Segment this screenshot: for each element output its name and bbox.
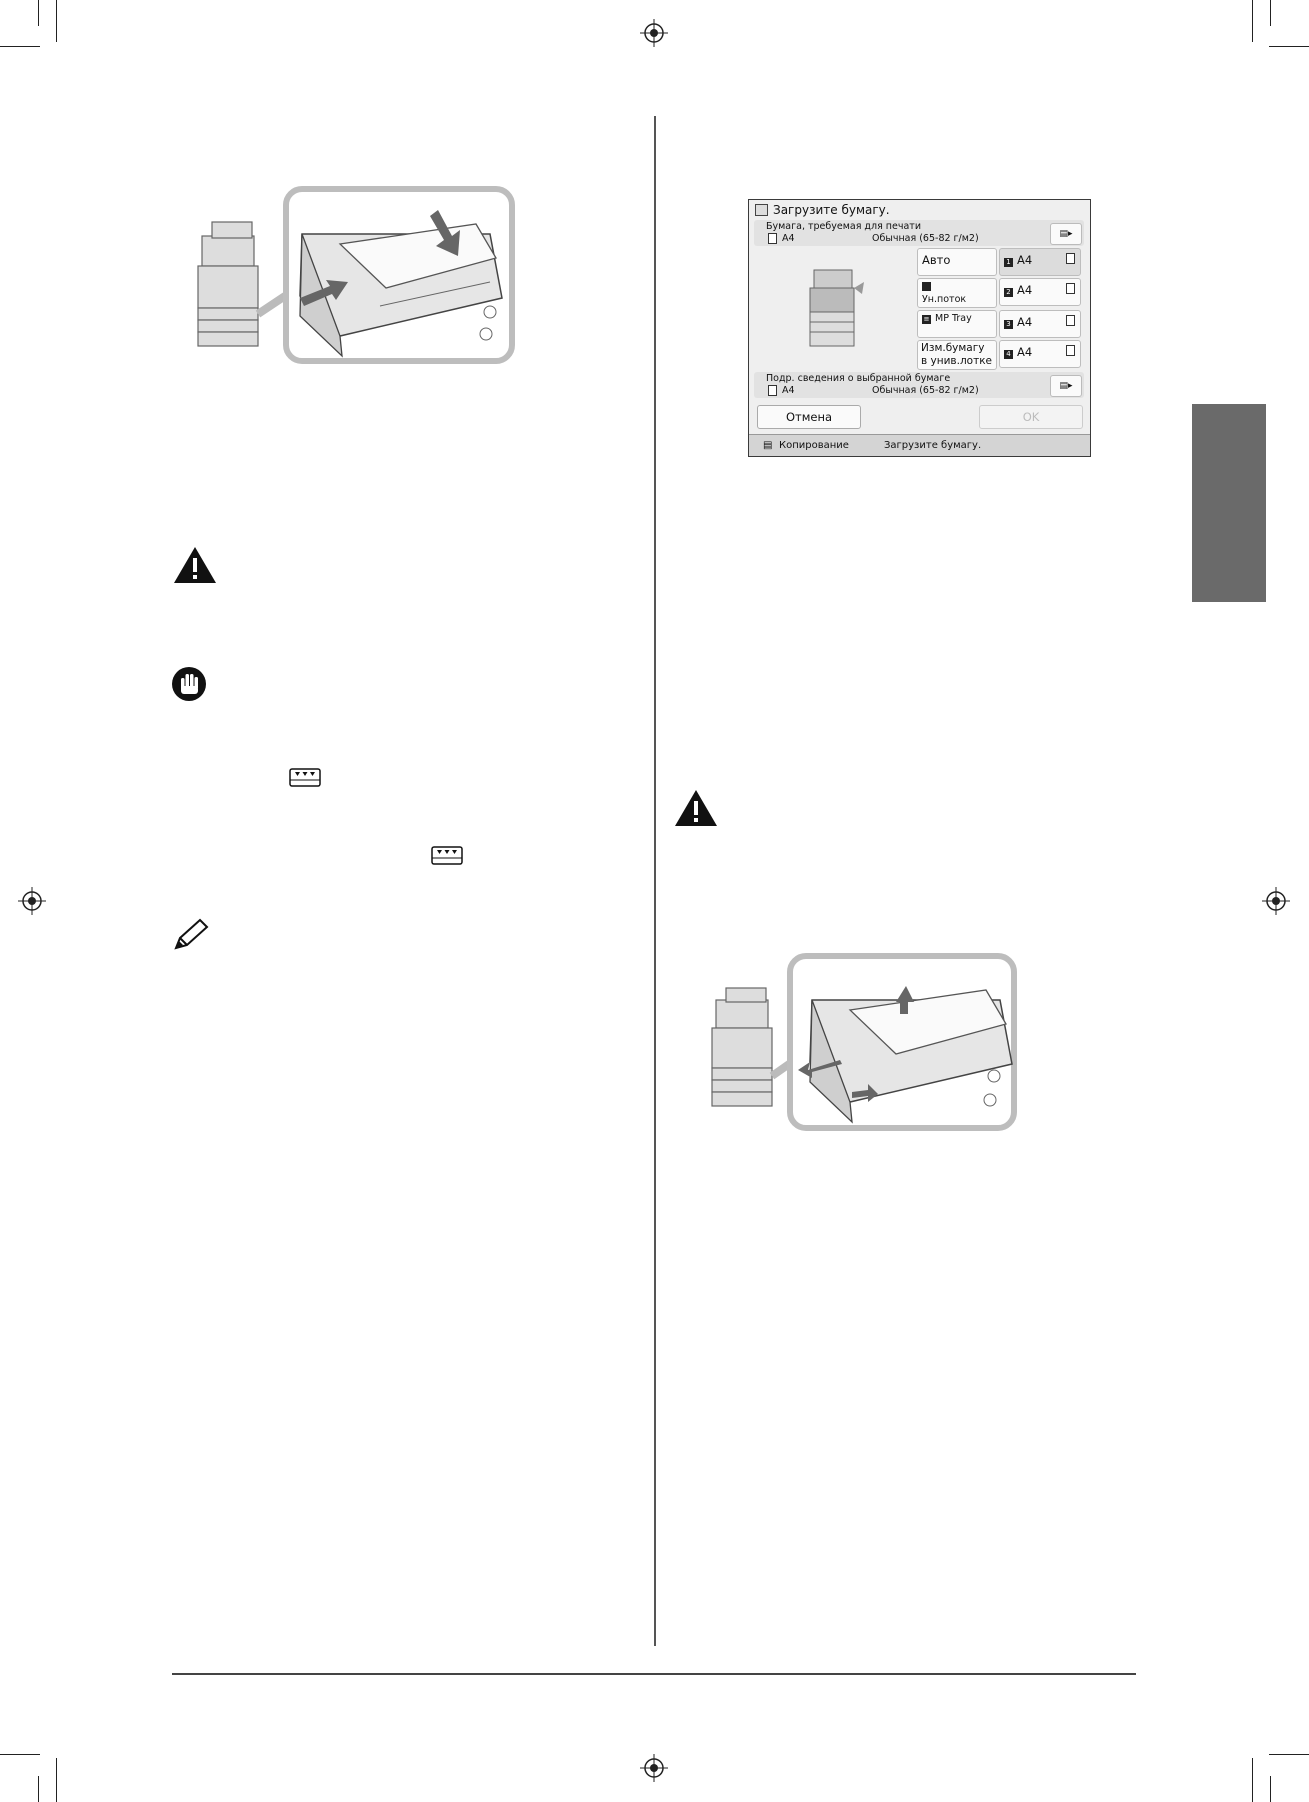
touch-panel-screen [748,199,1091,457]
copy-icon: ▤ [763,440,773,451]
crop-mark [0,1754,40,1755]
selected-paper-type: Обычная (65-82 г/м2) [872,385,979,396]
note-pencil-icon [170,918,210,952]
selected-paper-size: A4 [782,385,795,396]
paper-icon [1066,283,1075,294]
footer-rule [172,1673,1136,1675]
crop-mark [1252,1758,1253,1802]
mp-tray-button[interactable]: ≡ MP Tray [917,310,997,338]
tray-1-button[interactable]: 1 A4 [999,248,1081,276]
required-paper-label: Бумага, требуемая для печати [766,221,922,232]
crop-mark [0,46,40,47]
screen-title: Загрузите бумагу. [755,203,890,217]
registration-mark-icon [18,887,46,915]
registration-mark-icon [640,19,668,47]
crop-mark [1270,1776,1271,1802]
registration-mark-icon [1262,887,1290,915]
tray-3-button[interactable]: 3 A4 [999,310,1081,338]
required-paper-row [754,220,1084,246]
crop-mark [1269,1754,1309,1755]
paper-icon [755,204,768,216]
status-bar: ▤ Копирование Загрузите бумагу. [749,434,1090,457]
crop-mark [1270,0,1271,26]
crop-mark [56,1758,57,1802]
ok-button[interactable]: OK [979,405,1083,429]
remove-drawer-illustration [700,952,1020,1132]
mp-tray-icon: ≡ [923,315,930,323]
tray-4-button[interactable]: 4 A4 [999,340,1081,368]
selected-details-label: Подр. сведения о выбранной бумаге [766,373,951,384]
paper-icon [1066,253,1075,264]
bypass-button[interactable]: Ун.поток [917,278,997,308]
paper-level-indicator-icon [289,768,321,788]
paper-icon [1066,345,1075,356]
paper-orientation-icon [768,385,777,396]
paper-orientation-icon [768,233,777,244]
registration-mark-icon [640,1754,668,1782]
auto-button[interactable]: Авто [917,248,997,276]
warning-icon [673,788,719,828]
selected-paper-row [754,372,1084,398]
cancel-button[interactable]: Отмена [757,405,861,429]
change-mp-paper-button[interactable]: Изм.бумагу в унив.лотке [917,340,997,370]
important-icon [171,666,207,702]
crop-mark [38,1776,39,1802]
crop-mark [1269,46,1309,47]
crop-mark [56,0,57,42]
selected-details-button[interactable]: ▤▸ [1050,375,1082,397]
warning-icon [172,545,218,585]
column-divider [654,116,656,1646]
bypass-tray-icon [922,282,931,291]
crop-mark [1252,0,1253,42]
tray-2-button[interactable]: 2 A4 [999,278,1081,306]
required-paper-size: A4 [782,233,795,244]
machine-illustration [804,260,864,350]
load-paper-drawer-illustration [190,186,520,366]
chapter-tab [1192,404,1266,602]
paper-level-indicator-icon [431,846,463,866]
paper-icon [1066,315,1075,326]
paper-details-button[interactable]: ▤▸ [1050,223,1082,245]
required-paper-type: Обычная (65-82 г/м2) [872,233,979,244]
crop-mark [38,0,39,26]
